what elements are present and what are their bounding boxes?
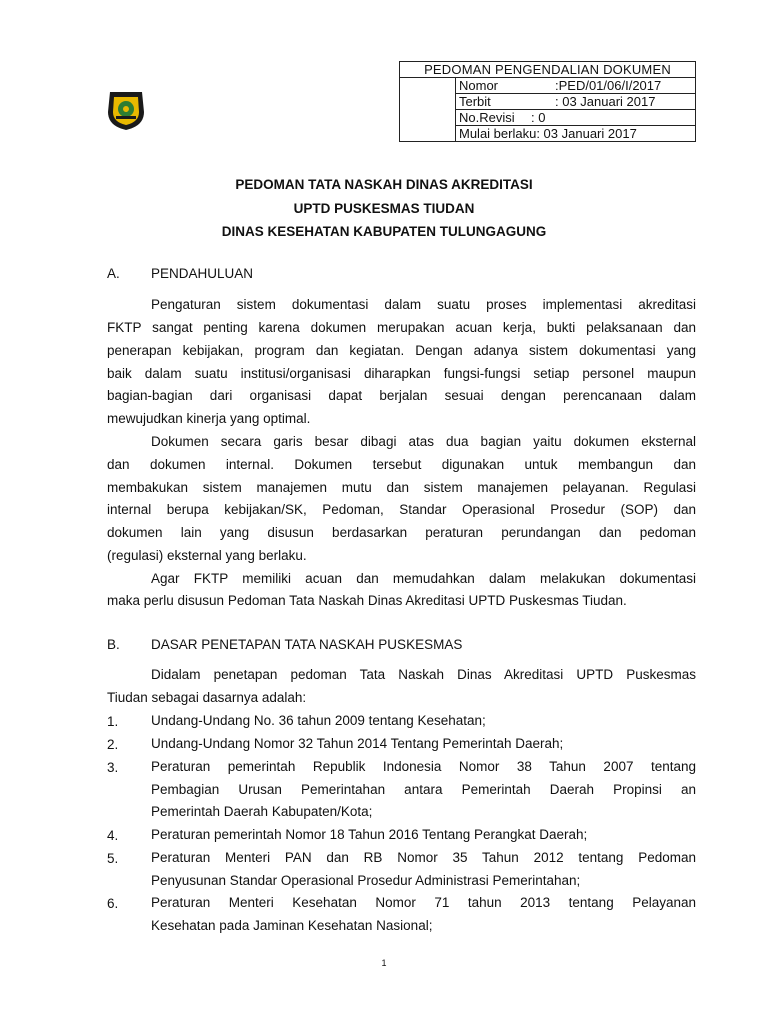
para-a2-line: internal berupa kebijakan/SK, Pedoman, Standar Operasional Prosedur (SOP) dan (107, 502, 696, 517)
control-row (456, 126, 696, 142)
para-a2-line: dan dokumen internal. Dokumen tersebut digunakan untuk membangun dan (107, 457, 696, 472)
section-a-letter: A. (107, 266, 120, 281)
list-item-line: Peraturan pemerintah Nomor 18 Tahun 2016 Tentang Perangkat Daerah; (151, 827, 588, 842)
control-row (456, 110, 696, 126)
control-blank-cell (400, 78, 456, 142)
control-value: :PED/01/06/I/2017 (555, 78, 662, 93)
para-a2-line: membakukan sistem manajemen mutu dan sistem manajemen pelayanan. Regulasi (107, 480, 696, 495)
list-item-line: Peraturan Menteri Kesehatan Nomor 71 tahun 2013 tentang Pelayanan (151, 895, 696, 910)
para-b-intro-line: Didalam penetapan pedoman Tata Naskah Dinas Akreditasi UPTD Puskesmas (151, 667, 696, 682)
section-b-heading: DASAR PENETAPAN TATA NASKAH PUSKESMAS (151, 637, 463, 652)
document-control-table (399, 61, 696, 142)
para-a2-line: dokumen lain yang disusun berdasarkan peraturan perundangan dan pedoman (107, 525, 696, 540)
list-item-line: Kesehatan pada Jaminan Kesehatan Nasional; (151, 918, 433, 933)
para-a1-line: mewujudkan kinerja yang optimal. (107, 411, 311, 426)
list-item-line: Pembagian Urusan Pemerintahan antara Pemerintah Daerah Propinsi an (151, 782, 696, 797)
control-value: : 0 (531, 110, 546, 125)
para-a1-line: penerapan kebijakan, program dan kegiatan. Dengan adanya sistem dokumentasi yang (107, 343, 696, 358)
control-label: Terbit (459, 94, 491, 109)
title-line-2: UPTD PUSKESMAS TIUDAN (293, 201, 475, 216)
list-item-line: Penyusunan Standar Operasional Prosedur Administrasi Pemerintahan; (151, 873, 581, 888)
list-item-line: Undang-Undang No. 36 tahun 2009 tentang Kesehatan; (151, 713, 486, 728)
list-number: 4. (107, 828, 119, 843)
section-a-heading: PENDAHULUAN (151, 266, 254, 281)
control-row (456, 78, 696, 94)
list-number: 1. (107, 714, 119, 729)
para-a2-line: (regulasi) eksternal yang berlaku. (107, 548, 307, 563)
control-label: No.Revisi (459, 110, 515, 125)
list-item-line: Pemerintah Daerah Kabupaten/Kota; (151, 804, 373, 819)
list-item-line: Peraturan Menteri PAN dan RB Nomor 35 Tahun 2012 tentang Pedoman (151, 850, 696, 865)
para-a2-line: Dokumen secara garis besar dibagi atas dua bagian yaitu dokumen eksternal (151, 434, 696, 449)
control-label: Nomor (459, 78, 499, 93)
list-number: 3. (107, 760, 119, 775)
control-row (456, 94, 696, 110)
title-line-3: DINAS KESEHATAN KABUPATEN TULUNGAGUNG (221, 224, 547, 239)
section-b-letter: B. (107, 637, 120, 652)
list-item-line: Peraturan pemerintah Republik Indonesia Nomor 38 Tahun 2007 tentang (151, 759, 696, 774)
control-value: : 03 Januari 2017 (536, 126, 637, 141)
para-a1-line: FKTP sangat penting karena dokumen merupakan acuan kerja, bukti pelaksanaan dan (107, 320, 696, 335)
list-number: 6. (107, 896, 119, 911)
title-line-1: PEDOMAN TATA NASKAH DINAS AKREDITASI (235, 177, 533, 192)
para-a1-line: Pengaturan sistem dokumentasi dalam suatu proses implementasi akreditasi (151, 297, 696, 312)
para-a3-line: maka perlu disusun Pedoman Tata Naskah Dinas Akreditasi UPTD Puskesmas Tiudan. (107, 593, 627, 608)
list-number: 2. (107, 737, 119, 752)
list-number: 5. (107, 851, 119, 866)
para-a3-line: Agar FKTP memiliki acuan dan memudahkan dalam melakukan dokumentasi (151, 571, 696, 586)
list-item-line: Undang-Undang Nomor 32 Tahun 2014 Tentang Pemerintah Daerah; (151, 736, 564, 751)
para-a1-line: baik dalam suatu institusi/organisasi diharapkan fungsi-fungsi setiap personel maupun (107, 366, 696, 381)
para-b-intro-line: Tiudan sebagai dasarnya adalah: (107, 690, 307, 705)
control-title: PEDOMAN PENGENDALIAN DOKUMEN (400, 62, 696, 78)
control-label: Mulai berlaku (459, 126, 537, 141)
control-value: : 03 Januari 2017 (555, 94, 656, 109)
page-number: 1 (381, 958, 387, 968)
para-a1-line: bagian-bagian dari organisasi dapat berjalan sesuai dengan perencanaan dalam (107, 388, 696, 403)
regency-emblem-logo (104, 88, 148, 132)
